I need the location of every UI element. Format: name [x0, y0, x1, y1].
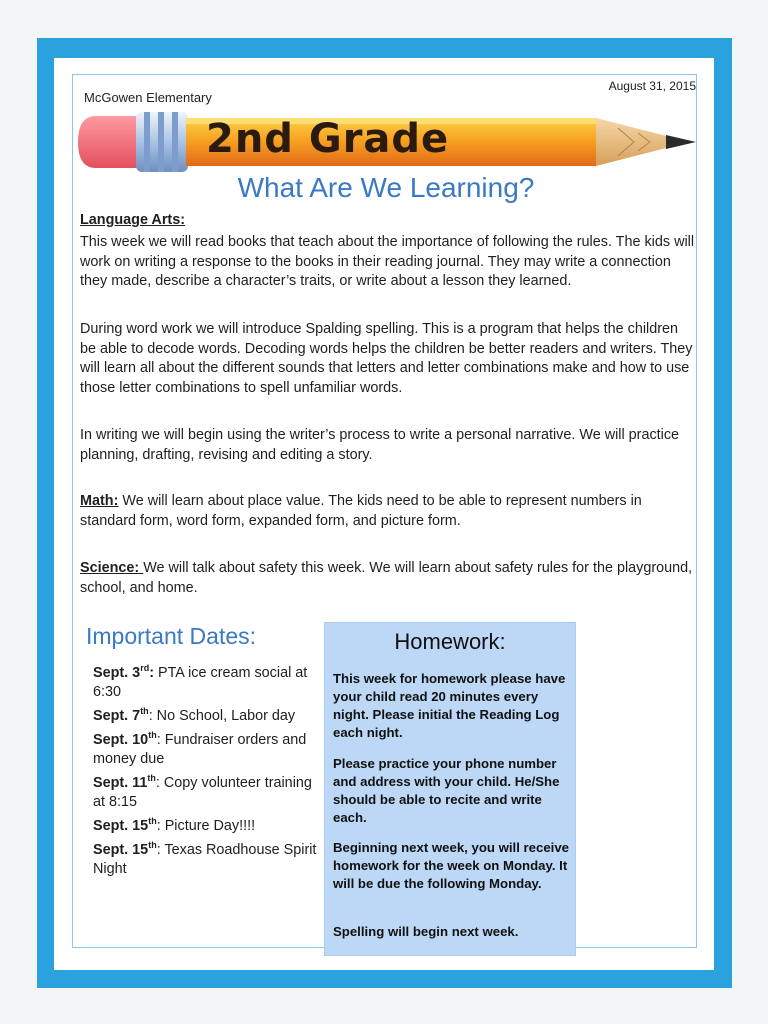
page-title: What Are We Learning? — [237, 172, 535, 203]
homework-box — [324, 622, 576, 956]
date-day: Sept. 15 — [93, 818, 149, 834]
math-text: We will learn about place value. The kids need to be able to represent numbers in standard form, word form, expanded form, and picture form. — [80, 493, 642, 529]
date-day: Sept. 3 — [93, 665, 141, 681]
date-text: Copy volunteer training at 8:15 — [93, 775, 312, 810]
date-suffix: rd — [140, 663, 150, 674]
date-text: Texas Roadhouse Spirit Night — [93, 842, 317, 877]
date-text: Picture Day!!!! — [160, 818, 256, 834]
math-heading: Math: — [80, 493, 119, 509]
date-suffix: th — [148, 816, 157, 827]
date-sep: : — [156, 732, 161, 748]
language-arts-paragraph: This week we will read books that teach about the importance of following the rules. The kids will work on writing a response to the books in their reading journal. They may write a connection they made, describe a character’s traits, or write about a lesson they learned. — [80, 234, 695, 289]
date-suffix: th — [140, 706, 149, 717]
date-item — [93, 664, 318, 702]
school-name: McGowen Elementary — [84, 90, 212, 105]
homework-paragraph: Beginning next week, you will receive homework for the week on Monday. It will be due the following Monday. — [333, 840, 569, 891]
important-dates-title: Important Dates: — [86, 623, 257, 649]
homework-paragraph: Spelling will begin next week. — [333, 924, 519, 939]
date-day: Sept. 15 — [93, 842, 149, 858]
word-work-paragraph: During word work we will introduce Spalding spelling. This is a program that helps the children be able to decode words. Decoding words helps the children be better readers and writers. They will learn all about the different sounds that letters and letter combinations make and how to use those letter combinations to spell unfamiliar words. — [80, 321, 693, 396]
date-suffix: th — [147, 773, 156, 784]
date-text: Fundraiser orders and money due — [93, 732, 307, 767]
date-day: Sept. 7 — [93, 708, 141, 724]
date-sep: : — [148, 708, 153, 724]
date-item — [93, 841, 318, 879]
date-day: Sept. 11 — [93, 775, 148, 791]
date-item — [93, 817, 318, 836]
date-item — [93, 731, 318, 769]
date-sep: : — [149, 665, 154, 681]
language-arts-heading: Language Arts: — [80, 212, 186, 228]
homework-title: Homework: — [394, 629, 506, 654]
date-sep: : — [155, 775, 160, 791]
science-section — [80, 559, 695, 598]
date-suffix: th — [148, 840, 157, 851]
writing-paragraph: In writing we will begin using the writer’s process to write a personal narrative. We will practice planning, drafting, revising and editing a story. — [80, 427, 680, 463]
date-text: PTA ice cream social at 6:30 — [93, 665, 308, 700]
science-heading: Science: — [80, 560, 144, 576]
important-dates-list — [93, 664, 318, 884]
banner-title: 2nd Grade — [206, 116, 450, 162]
newsletter-date: August 31, 2015 — [608, 79, 696, 93]
date-sep: : — [156, 842, 161, 858]
date-text: No School, Labor day — [152, 708, 296, 724]
date-suffix: th — [148, 730, 157, 741]
date-item — [93, 707, 318, 726]
date-day: Sept. 10 — [93, 732, 149, 748]
science-text: We will talk about safety this week. We will learn about safety rules for the playground, school, and home. — [80, 560, 693, 596]
homework-paragraph: Please practice your phone number and address with your child. He/She should be able to recite and write each. — [333, 756, 560, 825]
date-sep: : — [156, 818, 161, 834]
homework-paragraph: This week for homework please have your child read 20 minutes every night. Please initial the Reading Log each night. — [333, 671, 566, 740]
pencil-banner — [78, 108, 698, 176]
math-section — [80, 492, 695, 531]
date-item — [93, 774, 318, 812]
